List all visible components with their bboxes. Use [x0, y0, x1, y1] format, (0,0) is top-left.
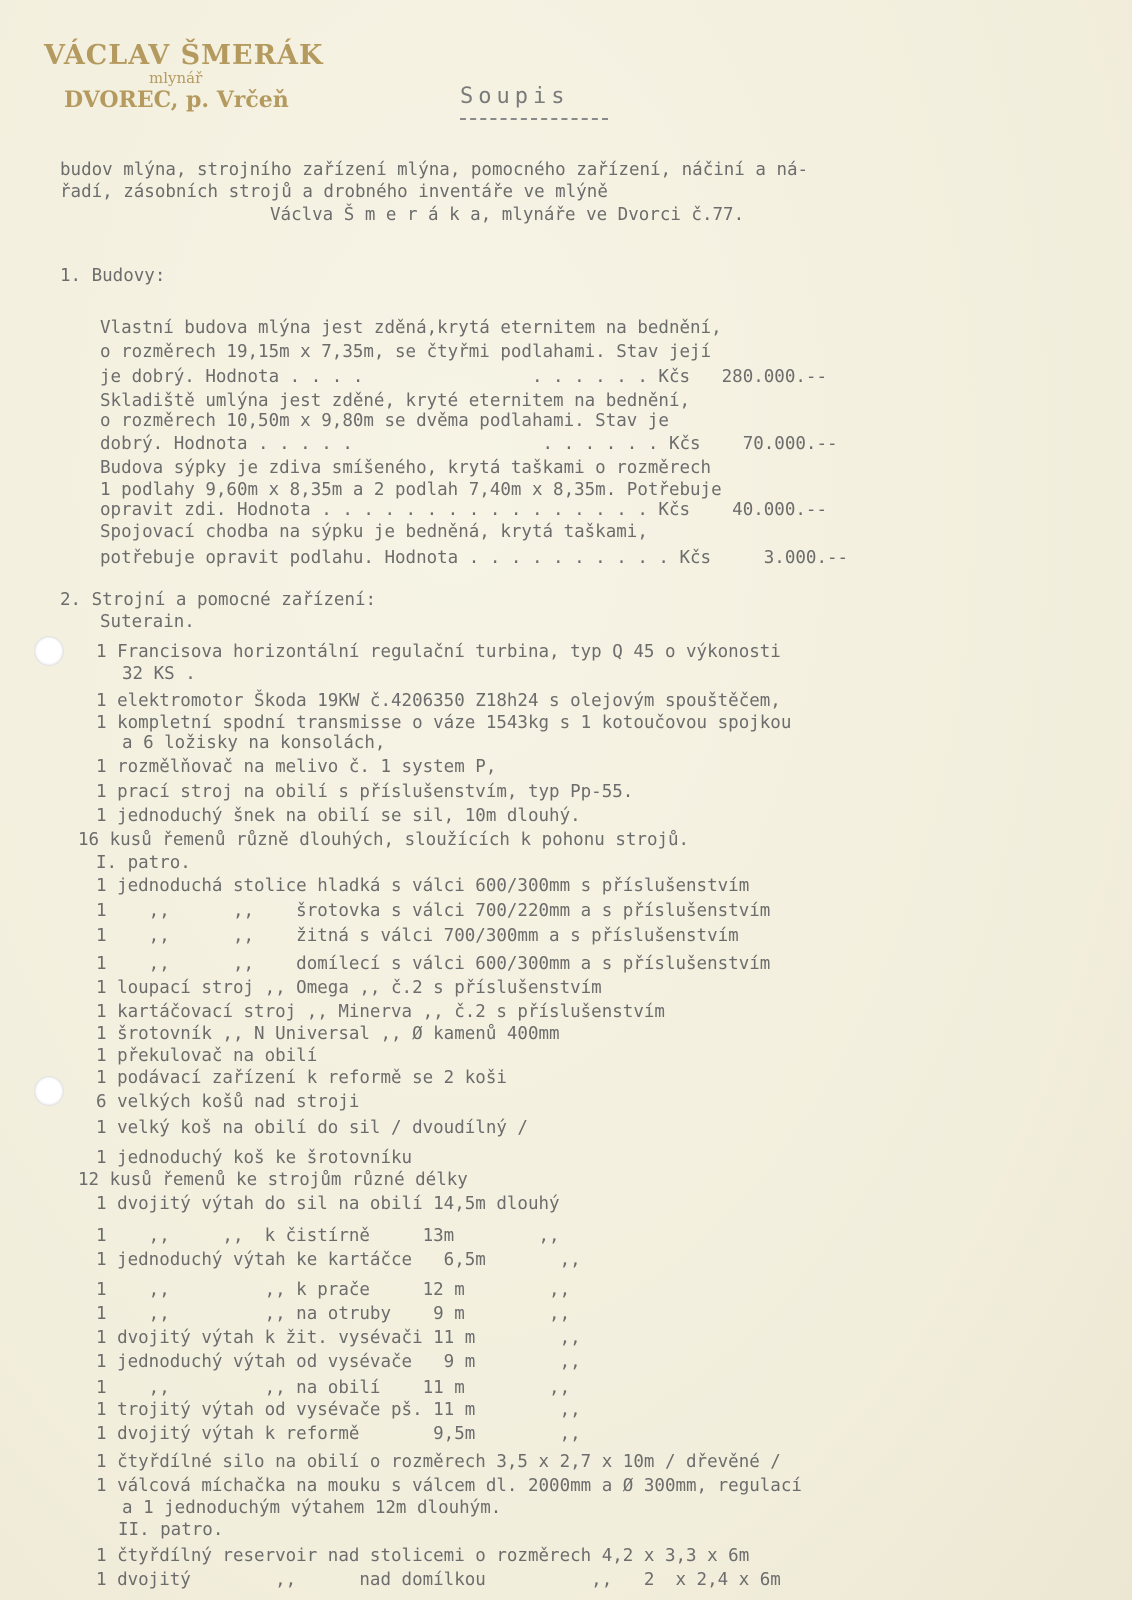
- text-line: 1 podávací zařízení k reformě se 2 koši: [96, 1068, 507, 1088]
- text-line: 1 velký koš na obilí do sil / dvoudílný /: [96, 1118, 528, 1138]
- text-line: dobrý. Hodnota . . . . . . . . . . . Kčs 70.000.--: [100, 434, 838, 454]
- text-line: 1 kompletní spodní transmisse o váze 1543kg s 1 kotoučovou spojkou: [96, 713, 792, 733]
- text-line: 1 trojitý výtah od vysévače pš. 11 m ,,: [96, 1400, 581, 1420]
- text-line: 1 jednoduchý koš ke šrotovníku: [96, 1148, 413, 1168]
- text-line: Budova sýpky je zdiva smíšeného, krytá taškami o rozměrech: [100, 458, 712, 478]
- text-line: je dobrý. Hodnota . . . . . . . . . . Kčs 280.000.--: [100, 367, 827, 387]
- text-line: 32 KS .: [122, 664, 196, 684]
- text-line: Suterain.: [100, 612, 195, 632]
- stamp-place: DVOREC, p. Vrčeň: [64, 87, 289, 113]
- text-line: 16 kusů řemenů různě dlouhých, sloužících k pohonu strojů.: [78, 830, 690, 850]
- text-line: 1 prací stroj na obilí s příslušenstvím, typ Pp-55.: [96, 782, 634, 802]
- text-line: 1 jednoduchá stolice hladká s válci 600/300mm s příslušenstvím: [96, 876, 750, 896]
- text-line: 1 jednoduchý šnek na obilí se sil, 10m dlouhý.: [96, 806, 581, 826]
- text-line: a 1 jednoduchým výtahem 12m dlouhým.: [122, 1498, 502, 1518]
- section-heading-buildings: 1. Budovy:: [60, 266, 166, 286]
- text-line: 1 elektromotor Škoda 19KW č.4206350 Z18h24 s olejovým spouštěčem,: [96, 691, 781, 711]
- text-line: 6 velkých košů nad stroji: [96, 1092, 360, 1112]
- text-line: 1 jednoduchý výtah ke kartáčce 6,5m ,,: [96, 1250, 581, 1270]
- text-line: 1 dvojitý výtah k žit. vysévači 11 m ,,: [96, 1328, 581, 1348]
- stamp-name: VÁCLAV ŠMERÁK: [44, 40, 324, 71]
- text-line: 1 ,, ,, k čistírně 13m ,,: [96, 1226, 560, 1246]
- text-line: II. patro.: [118, 1520, 224, 1540]
- text-line: 1 čtyřdílné silo na obilí o rozměrech 3,5 x 2,7 x 10m / dřevěné /: [96, 1452, 781, 1472]
- text-line: 1 šrotovník ,, N Universal ,, Ø kamenů 400mm: [96, 1024, 560, 1044]
- text-line: 1 ,, ,, na obilí 11 m ,,: [96, 1378, 571, 1398]
- text-line: 1 dvojitý výtah k reformě 9,5m ,,: [96, 1424, 581, 1444]
- text-line: 1 loupací stroj ,, Omega ,, č.2 s příslušenstvím: [96, 978, 602, 998]
- intro-line-1: budov mlýna, strojního zařízení mlýna, pomocného zařízení, náčiní a ná-: [60, 160, 809, 180]
- text-line: 1 Francisova horizontální regulační turbina, typ Q 45 o výkonosti: [96, 642, 781, 662]
- text-line: opravit zdi. Hodnota . . . . . . . . . . . . . . . . Kčs 40.000.--: [100, 500, 827, 520]
- text-line: 1 překulovač na obilí: [96, 1046, 318, 1066]
- document-title: Soupis: [460, 84, 570, 109]
- punch-hole: [34, 636, 64, 666]
- text-line: 1 ,, ,, na otruby 9 m ,,: [96, 1304, 571, 1324]
- text-line: 1 ,, ,, žitná s válci 700/300mm a s příslušenstvím: [96, 926, 739, 946]
- text-line: 1 kartáčovací stroj ,, Minerva ,, č.2 s příslušenstvím: [96, 1002, 665, 1022]
- text-line: I. patro.: [96, 853, 191, 873]
- text-line: 1 ,, ,, šrotovka s válci 700/220mm a s příslušenstvím: [96, 901, 771, 921]
- text-line: o rozměrech 10,50m x 9,80m se dvěma podlahami. Stav je: [100, 411, 669, 431]
- intro-line-2: řadí, zásobních strojů a drobného inventáře ve mlýně: [60, 182, 608, 202]
- text-line: 1 rozmělňovač na melivo č. 1 system P,: [96, 757, 497, 777]
- mill-stamp: [44, 40, 344, 113]
- text-line: a 6 ložisky na konsolách,: [122, 733, 386, 753]
- text-line: 1 dvojitý výtah do sil na obilí 14,5m dlouhý: [96, 1194, 560, 1214]
- stamp-trade: mlynář: [149, 69, 203, 87]
- punch-hole: [34, 1076, 64, 1106]
- text-line: 1 dvojitý ,, nad domílkou ,, 2 x 2,4 x 6m: [96, 1570, 781, 1590]
- text-line: 12 kusů řemenů ke strojům různé délky: [78, 1170, 468, 1190]
- text-line: potřebuje opravit podlahu. Hodnota . . . . . . . . . . Kčs 3.000.--: [100, 548, 849, 568]
- text-line: Spojovací chodba na sýpku je bedněná, krytá taškami,: [100, 522, 648, 542]
- text-line: 1 válcová míchačka na mouku s válcem dl. 2000mm a Ø 300mm, regulací: [96, 1476, 802, 1496]
- text-line: o rozměrech 19,15m x 7,35m, se čtyřmi podlahami. Stav její: [100, 342, 712, 362]
- text-line: 1 podlahy 9,60m x 8,35m a 2 podlah 7,40m x 8,35m. Potřebuje: [100, 480, 722, 500]
- intro-line-3: Václva Š m e r á k a, mlynáře ve Dvorci č.77.: [270, 205, 745, 225]
- title-underline: [460, 118, 608, 120]
- section-heading-machinery: 2. Strojní a pomocné zařízení:: [60, 590, 377, 610]
- text-line: 1 ,, ,, k prače 12 m ,,: [96, 1280, 571, 1300]
- text-line: 1 ,, ,, domílecí s válci 600/300mm a s příslušenstvím: [96, 954, 771, 974]
- text-line: Skladiště umlýna jest zděné, kryté eternitem na bednění,: [100, 391, 691, 411]
- text-line: Vlastní budova mlýna jest zděná,krytá eternitem na bednění,: [100, 318, 722, 338]
- text-line: 1 čtyřdílný reservoir nad stolicemi o rozměrech 4,2 x 3,3 x 6m: [96, 1546, 750, 1566]
- text-line: 1 jednoduchý výtah od vysévače 9 m ,,: [96, 1352, 581, 1372]
